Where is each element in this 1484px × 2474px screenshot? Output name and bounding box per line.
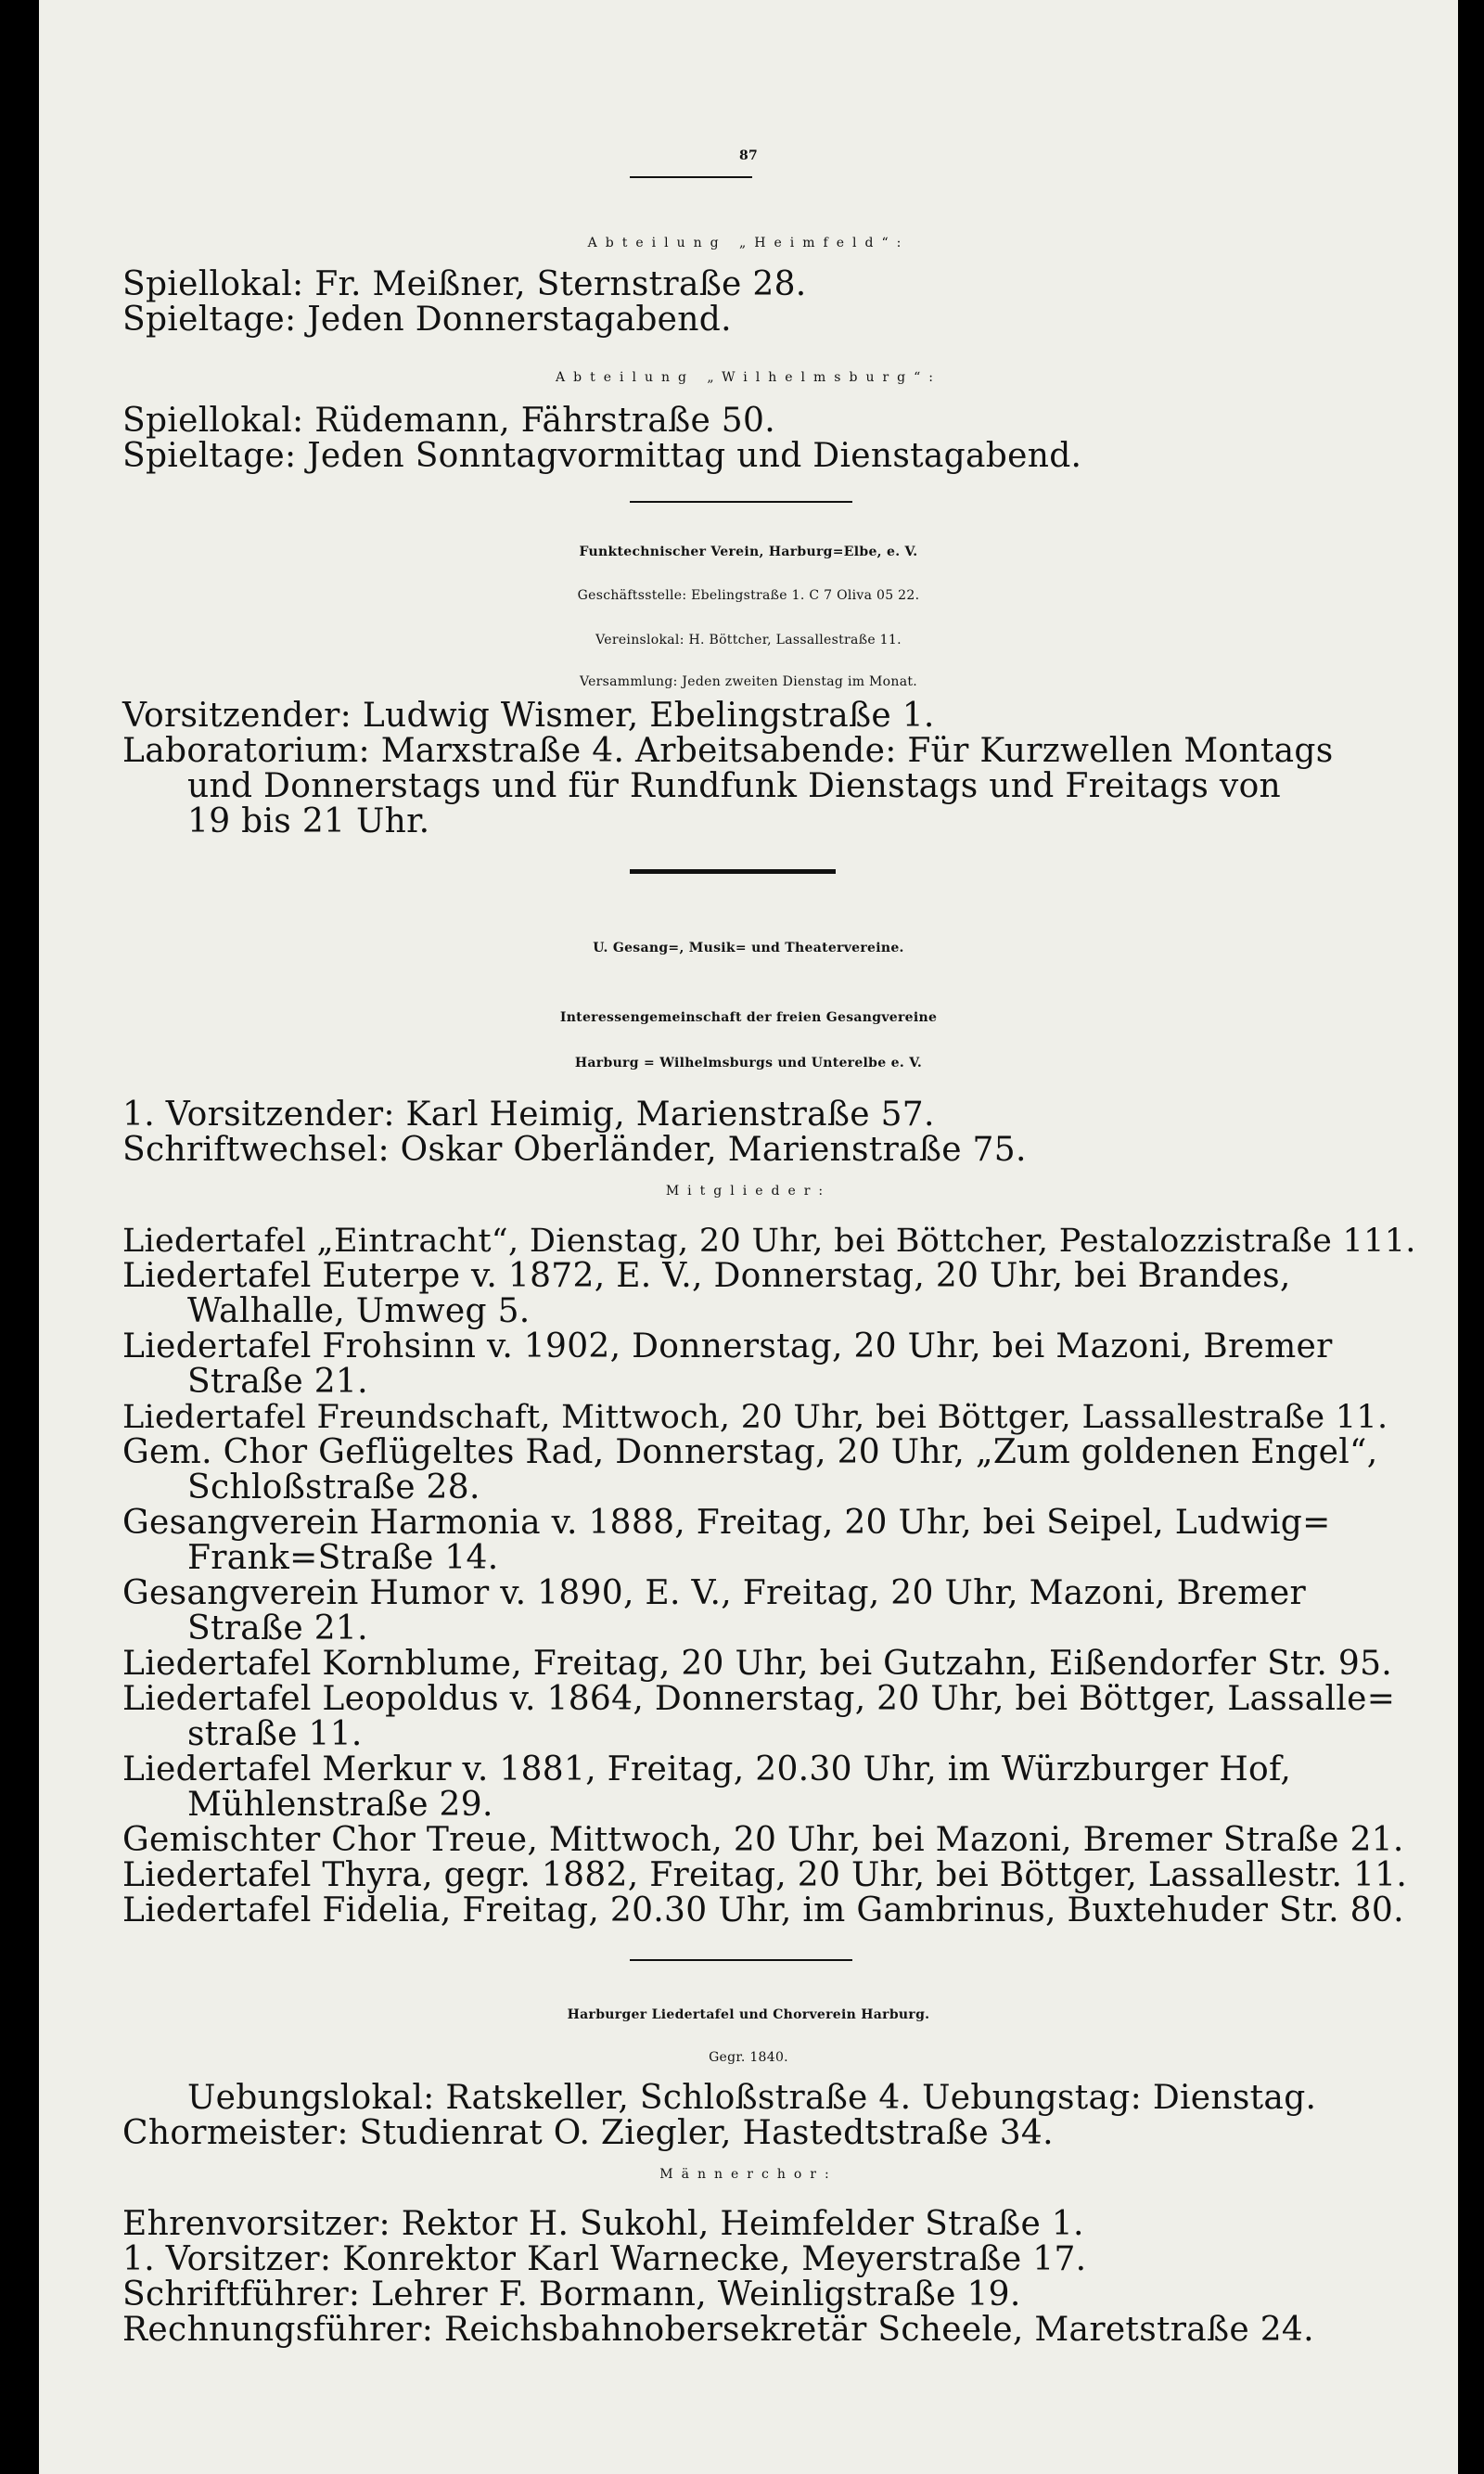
member-line: Liedertafel Kornblume, Freitag, 20 Uhr, bei Gutzahn, Eißendorfer Str. 95. <box>122 1645 1393 1683</box>
maennerchor-line: Ehrenvorsitzer: Rektor H. Sukohl, Heimfelder Straße 1. <box>122 2205 1084 2243</box>
wilhelmsburg-line: Spieltage: Jeden Sonntagvormittag und Dienstagabend. <box>122 437 1082 475</box>
heimfeld-line: Spieltage: Jeden Donnerstagabend. <box>122 301 732 339</box>
member-line: Liedertafel Frohsinn v. 1902, Donnerstag, 20 Uhr, bei Mazoni, Bremer <box>122 1327 1333 1365</box>
member-line: Gesangverein Humor v. 1890, E. V., Freitag, 20 Uhr, Mazoni, Bremer <box>122 1574 1306 1612</box>
member-line: Frank=Straße 14. <box>187 1539 499 1577</box>
member-line: Mühlenstraße 29. <box>187 1786 493 1824</box>
funk-line: Geschäftsstelle: Ebelingstraße 1. C 7 Oliva 05 22. <box>577 588 920 603</box>
member-line: Liedertafel Thyra, gegr. 1882, Freitag, 20 Uhr, bei Böttger, Lassallestr. 11. <box>122 1856 1408 1894</box>
maennerchor-line: Schriftführer: Lehrer F. Bormann, Weinligstraße 19. <box>122 2275 1021 2314</box>
member-line: straße 11. <box>187 1715 363 1753</box>
org-line: 1. Vorsitzender: Karl Heimig, Marienstraße 57. <box>122 1096 935 1134</box>
maennerchor-heading: Männerchor: <box>659 2167 838 2182</box>
funk-line: 19 bis 21 Uhr. <box>187 802 430 840</box>
member-line: Liedertafel Leopoldus v. 1864, Donnerstag, 20 Uhr, bei Böttger, Lassalle= <box>122 1680 1396 1718</box>
page-number: 87 <box>738 148 759 163</box>
member-line: Straße 21. <box>187 1363 368 1401</box>
harburger-founded: Gegr. 1840. <box>709 2050 788 2065</box>
wilhelmsburg-heading: Abteilung „Wilhelmsburg“: <box>556 370 941 385</box>
member-line: Walhalle, Umweg 5. <box>187 1292 531 1330</box>
funk-line: Versammlung: Jeden zweiten Dienstag im Monat. <box>579 674 918 689</box>
org-line: Schriftwechsel: Oskar Oberländer, Marienstraße 75. <box>122 1131 1027 1169</box>
member-line: Straße 21. <box>187 1609 368 1647</box>
member-line: Liedertafel Freundschaft, Mittwoch, 20 Uhr, bei Böttger, Lassallestraße 11. <box>122 1399 1388 1436</box>
harburger-title: Harburger Liedertafel und Chorverein Harburg. <box>567 2007 930 2022</box>
org-title-1: Interessengemeinschaft der freien Gesangvereine <box>559 1010 938 1025</box>
section-u-title: U. Gesang=, Musik= und Theatervereine. <box>593 941 904 955</box>
page-number-rule <box>630 176 752 178</box>
member-line: Liedertafel Fidelia, Freitag, 20.30 Uhr, im Gambrinus, Buxtehuder Str. 80. <box>122 1891 1404 1929</box>
member-line: Gem. Chor Geflügeltes Rad, Donnerstag, 20 Uhr, „Zum goldenen Engel“, <box>122 1433 1378 1471</box>
member-line: Gesangverein Harmonia v. 1888, Freitag, 20 Uhr, bei Seipel, Ludwig= <box>122 1504 1331 1542</box>
funk-line: Laboratorium: Marxstraße 4. Arbeitsabende: Für Kurzwellen Montags <box>122 732 1334 770</box>
book-page <box>39 0 1458 2474</box>
section-divider <box>630 501 852 503</box>
member-line: Liedertafel Merkur v. 1881, Freitag, 20.30 Uhr, im Würzburger Hof, <box>122 1750 1292 1788</box>
funk-title: Funktechnischer Verein, Harburg=Elbe, e. V. <box>579 545 918 559</box>
member-line: Schloßstraße 28. <box>187 1468 480 1506</box>
funk-line: Vereinslokal: H. Böttcher, Lassallestraße 11. <box>595 633 902 647</box>
wilhelmsburg-line: Spiellokal: Rüdemann, Fährstraße 50. <box>122 402 775 440</box>
harburger-line: Uebungslokal: Ratskeller, Schloßstraße 4. Uebungstag: Dienstag. <box>187 2079 1317 2117</box>
member-line: Liedertafel Euterpe v. 1872, E. V., Donnerstag, 20 Uhr, bei Brandes, <box>122 1257 1291 1295</box>
members-heading: Mitglieder: <box>665 1184 832 1199</box>
section-divider <box>630 1959 852 1961</box>
funk-line: Vorsitzender: Ludwig Wismer, Ebelingstraße 1. <box>122 697 935 735</box>
org-title-2: Harburg = Wilhelmsburgs und Unterelbe e. V. <box>574 1056 923 1070</box>
harburger-line: Chormeister: Studienrat O. Ziegler, Hastedtstraße 34. <box>122 2114 1054 2152</box>
maennerchor-line: 1. Vorsitzer: Konrektor Karl Warnecke, Meyerstraße 17. <box>122 2240 1087 2278</box>
heimfeld-heading: Abteilung „Heimfeld“: <box>587 236 910 250</box>
member-line: Gemischter Chor Treue, Mittwoch, 20 Uhr, bei Mazoni, Bremer Straße 21. <box>122 1821 1404 1859</box>
section-divider-thick <box>630 869 836 874</box>
heimfeld-line: Spiellokal: Fr. Meißner, Sternstraße 28. <box>122 265 807 303</box>
maennerchor-line: Rechnungsführer: Reichsbahnobersekretär Scheele, Maretstraße 24. <box>122 2311 1314 2349</box>
funk-line: und Donnerstags und für Rundfunk Dienstags und Freitags von <box>187 767 1282 805</box>
member-line: Liedertafel „Eintracht“, Dienstag, 20 Uhr, bei Böttcher, Pestalozzistraße 111. <box>122 1223 1416 1260</box>
